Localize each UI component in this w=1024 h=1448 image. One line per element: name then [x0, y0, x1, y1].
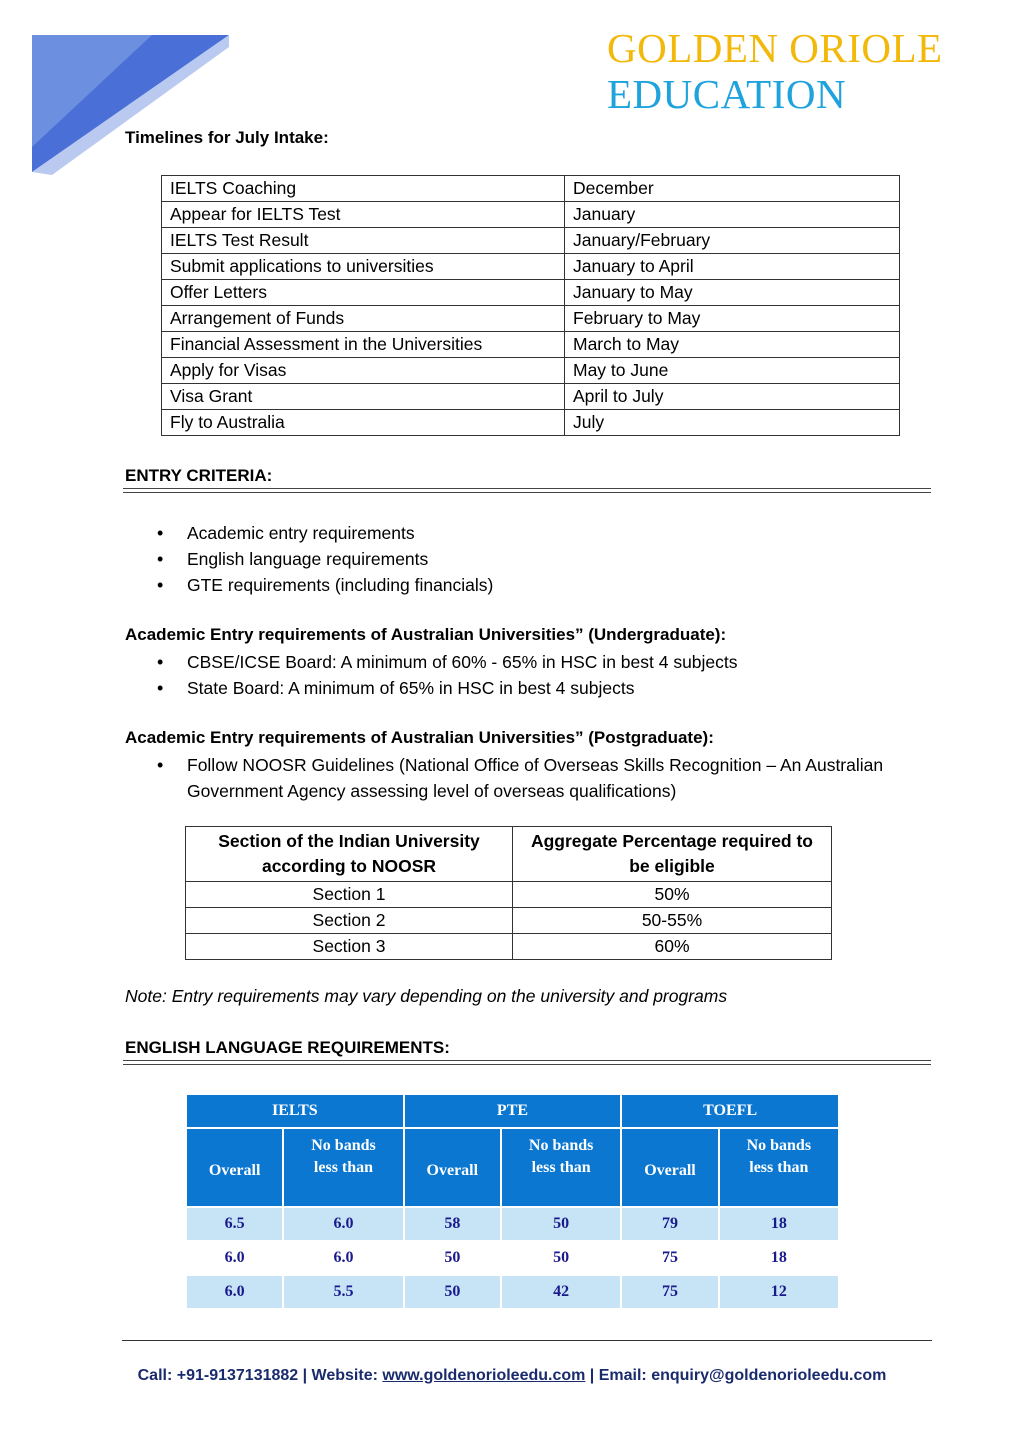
ielts-overall: 6.0 — [187, 1276, 282, 1308]
pg-heading: Academic Entry requirements of Australian Universities” (Postgraduate): — [125, 728, 714, 747]
timeline-task: Offer Letters — [162, 280, 565, 306]
section-divider — [123, 488, 931, 489]
note-text: Note: Entry requirements may vary depending on the university and programs — [125, 986, 728, 1006]
timeline-table — [161, 175, 900, 436]
brand-name-line1: GOLDEN ORIOLE — [607, 25, 943, 71]
column-header-no-bands: No bands less than — [284, 1129, 402, 1206]
footer-divider — [122, 1340, 932, 1341]
pte-min-band: 50 — [502, 1208, 620, 1240]
list-item: • Academic entry requirements — [125, 520, 493, 546]
table-row — [187, 1242, 838, 1274]
column-header-overall: Overall — [405, 1129, 500, 1206]
pg-list — [125, 752, 883, 804]
noosr-percentage: 50-55% — [513, 908, 832, 934]
english-requirements-table — [185, 1093, 840, 1310]
column-header-no-bands: No bands less than — [502, 1129, 620, 1206]
noosr-percentage: 50% — [513, 882, 832, 908]
noosr-table — [185, 826, 832, 960]
timeline-when: February to May — [565, 306, 900, 332]
pg-item-line2: Government Agency assessing level of overseas qualifications) — [187, 781, 677, 801]
column-header-overall: Overall — [622, 1129, 717, 1206]
pte-overall: 50 — [405, 1276, 500, 1308]
section-divider — [123, 492, 931, 493]
timeline-when: March to May — [565, 332, 900, 358]
column-header: Section of the Indian University according to NOOSR — [186, 827, 513, 882]
table-row — [186, 908, 832, 934]
section-divider — [123, 1064, 931, 1065]
section-divider — [123, 1060, 931, 1061]
group-header-pte: PTE — [405, 1095, 621, 1127]
toefl-min-band: 12 — [720, 1276, 838, 1308]
list-item: • CBSE/ICSE Board: A minimum of 60% - 65% in HSC in best 4 subjects — [125, 649, 738, 675]
ug-list — [125, 649, 738, 701]
brand-name-line2: EDUCATION — [607, 71, 847, 117]
ielts-min-band: 6.0 — [284, 1242, 402, 1274]
column-header-overall: Overall — [187, 1129, 282, 1206]
pte-min-band: 42 — [502, 1276, 620, 1308]
toefl-overall: 75 — [622, 1276, 717, 1308]
ielts-min-band: 5.5 — [284, 1276, 402, 1308]
timeline-when: January to May — [565, 280, 900, 306]
toefl-min-band: 18 — [720, 1242, 838, 1274]
toefl-overall: 79 — [622, 1208, 717, 1240]
table-row — [162, 410, 900, 436]
ielts-min-band: 6.0 — [284, 1208, 402, 1240]
table-row — [187, 1208, 838, 1240]
table-subheader-row — [187, 1129, 838, 1206]
pte-overall: 50 — [405, 1242, 500, 1274]
timeline-when: December — [565, 176, 900, 202]
group-header-toefl: TOEFL — [622, 1095, 838, 1127]
timeline-when: May to June — [565, 358, 900, 384]
list-item: • GTE requirements (including financials) — [125, 572, 493, 598]
noosr-percentage: 60% — [513, 934, 832, 960]
timeline-when: July — [565, 410, 900, 436]
table-header-row — [186, 827, 832, 882]
column-header-no-bands: No bands less than — [720, 1129, 838, 1206]
timeline-task: IELTS Coaching — [162, 176, 565, 202]
timeline-task: IELTS Test Result — [162, 228, 565, 254]
noosr-section: Section 2 — [186, 908, 513, 934]
entry-criteria-heading: ENTRY CRITERIA: — [125, 466, 273, 485]
table-row — [162, 228, 900, 254]
table-row — [162, 280, 900, 306]
footer-contact — [0, 1367, 1024, 1385]
ielts-overall: 6.0 — [187, 1242, 282, 1274]
footer-email-label: | Email: enquiry@goldenorioleedu.com — [585, 1367, 887, 1384]
list-item — [125, 752, 883, 804]
timeline-when: January/February — [565, 228, 900, 254]
table-row — [162, 176, 900, 202]
list-item: • English language requirements — [125, 546, 493, 572]
timeline-task: Fly to Australia — [162, 410, 565, 436]
corner-decoration — [32, 35, 232, 175]
entry-criteria-list — [125, 520, 493, 598]
ug-heading: Academic Entry requirements of Australian Universities” (Undergraduate): — [125, 625, 727, 644]
toefl-overall: 75 — [622, 1242, 717, 1274]
table-row — [162, 384, 900, 410]
english-heading: ENGLISH LANGUAGE REQUIREMENTS: — [125, 1038, 450, 1057]
noosr-section: Section 1 — [186, 882, 513, 908]
timeline-task: Submit applications to universities — [162, 254, 565, 280]
toefl-min-band: 18 — [720, 1208, 838, 1240]
table-row — [162, 254, 900, 280]
table-row — [162, 332, 900, 358]
table-row — [162, 358, 900, 384]
table-row — [186, 934, 832, 960]
table-header-row — [187, 1095, 838, 1127]
noosr-section: Section 3 — [186, 934, 513, 960]
pte-overall: 58 — [405, 1208, 500, 1240]
table-row — [187, 1276, 838, 1308]
timeline-when: January to April — [565, 254, 900, 280]
list-item: • State Board: A minimum of 65% in HSC in best 4 subjects — [125, 675, 738, 701]
footer-call-label: Call: +91-9137131882 | Website: — [137, 1367, 383, 1384]
timeline-task: Apply for Visas — [162, 358, 565, 384]
timeline-heading: Timelines for July Intake: — [125, 128, 329, 147]
timeline-task: Arrangement of Funds — [162, 306, 565, 332]
timeline-task: Visa Grant — [162, 384, 565, 410]
group-header-ielts: IELTS — [187, 1095, 403, 1127]
timeline-task: Appear for IELTS Test — [162, 202, 565, 228]
column-header: Aggregate Percentage required to be eligible — [513, 827, 832, 882]
table-row — [162, 306, 900, 332]
ielts-overall: 6.5 — [187, 1208, 282, 1240]
website-link[interactable]: www.goldenorioleedu.com — [382, 1367, 586, 1384]
table-row — [186, 882, 832, 908]
pte-min-band: 50 — [502, 1242, 620, 1274]
timeline-task: Financial Assessment in the Universities — [162, 332, 565, 358]
pg-item-line1: Follow NOOSR Guidelines (National Office of Overseas Skills Recognition – An Australian — [187, 755, 884, 775]
table-row — [162, 202, 900, 228]
timeline-when: April to July — [565, 384, 900, 410]
timeline-when: January — [565, 202, 900, 228]
